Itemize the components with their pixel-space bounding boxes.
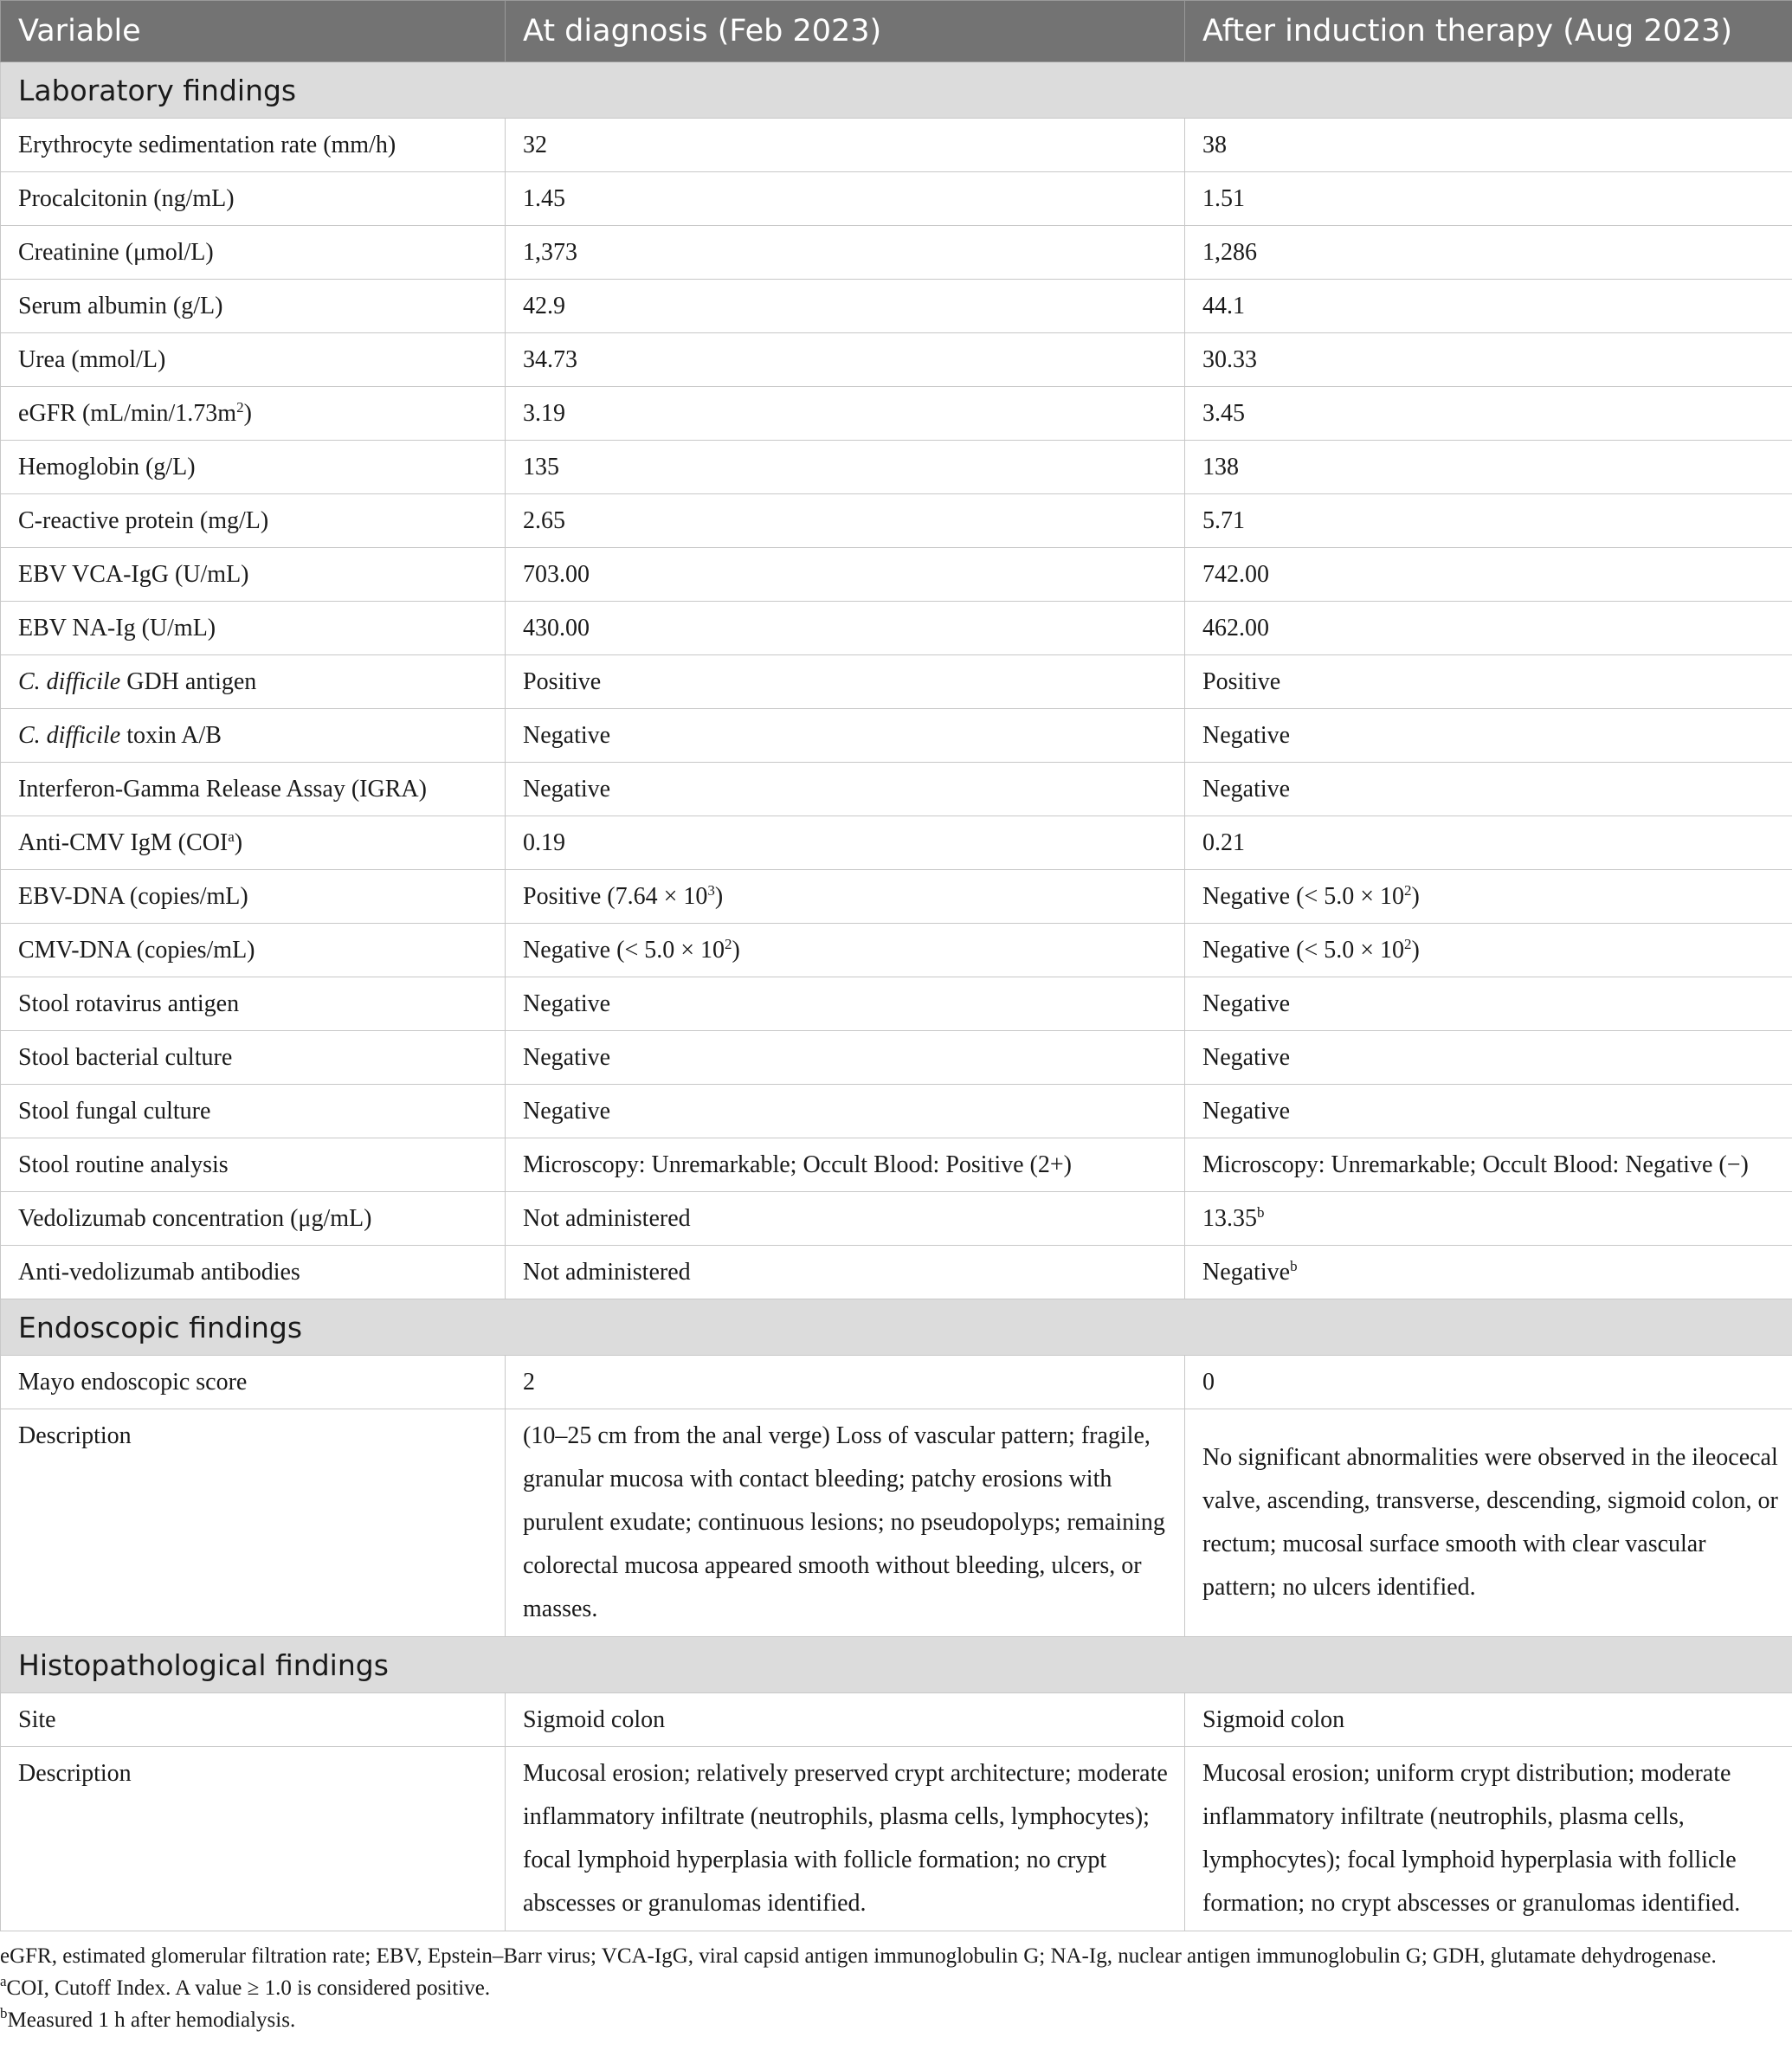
diagnosis-cell: Negative (< $5.0 \times 10^2$): [506, 924, 1185, 977]
header-at-diagnosis: At diagnosis (Feb 2023): [506, 1, 1185, 62]
table-row: [1, 977, 1792, 1031]
table-row: [1, 119, 1792, 172]
diagnosis-cell: 34.73: [506, 333, 1185, 387]
variable-cell: Vedolizumab concentration (μg/mL): [1, 1192, 506, 1246]
after-cell: Negative: [1185, 1085, 1792, 1138]
table-row: [1, 172, 1792, 226]
diagnosis-cell: 135: [506, 441, 1185, 494]
header-variable: Variable: [1, 1, 506, 62]
after-cell: Negative: [1185, 763, 1792, 816]
diagnosis-cell: Negative: [506, 1085, 1185, 1138]
diagnosis-cell: Positive: [506, 655, 1185, 709]
diagnosis-cell: Positive $(7.64 \times 10^3)$: [506, 870, 1185, 924]
after-cell: Mucosal erosion; uniform crypt distribution; moderate inflammatory infiltrate (neutrophils, plasma cells, lymphocytes); focal lymphoid hyperplasia with follicle formation; no crypt abscesses or granulomas identified.: [1185, 1747, 1792, 1931]
table-row: [1, 602, 1792, 655]
table-row: [1, 1031, 1792, 1085]
table-row: [1, 924, 1792, 977]
table-row: [1, 1747, 1792, 1931]
diagnosis-cell: 2.65: [506, 494, 1185, 548]
footnote-b: $^b$Measured 1 h after hemodialysis.: [0, 2005, 296, 2032]
after-cell: 3.45: [1185, 387, 1792, 441]
table-row: [1, 280, 1792, 333]
diagnosis-cell: 1,373: [506, 226, 1185, 280]
diagnosis-cell: Not administered: [506, 1192, 1185, 1246]
table-row: [1, 763, 1792, 816]
variable-cell: Creatinine (μmol/L): [1, 226, 506, 280]
variable-cell: Anti-CMV IgM (COI$^a$): [1, 816, 506, 870]
after-cell: Negative (< $5.0 \times 10^2$): [1185, 870, 1792, 924]
diagnosis-cell: Microscopy: Unremarkable; Occult Blood: Positive (2+): [506, 1138, 1185, 1192]
table-row: [1, 1356, 1792, 1409]
variable-cell: EBV VCA-IgG (U/mL): [1, 548, 506, 602]
section-title-endoscopic: Endoscopic findings: [1, 1299, 1792, 1356]
variable-cell: Procalcitonin (ng/mL): [1, 172, 506, 226]
diagnosis-cell: 1.45: [506, 172, 1185, 226]
variable-cell: Urea (mmol/L): [1, 333, 506, 387]
diagnosis-cell: Negative: [506, 763, 1185, 816]
table-header-row: [1, 1, 1792, 62]
diagnosis-cell: Negative: [506, 709, 1185, 763]
table-row: [1, 226, 1792, 280]
after-cell: Microscopy: Unremarkable; Occult Blood: Negative (−): [1185, 1138, 1792, 1192]
variable-cell: Stool rotavirus antigen: [1, 977, 506, 1031]
variable-cell: Description: [1, 1747, 506, 1931]
section-title-histopathological: Histopathological findings: [1, 1637, 1792, 1693]
variable-cell: C. difficile GDH antigen: [1, 655, 506, 709]
table-row: [1, 655, 1792, 709]
after-cell: 138: [1185, 441, 1792, 494]
after-cell: 44.1: [1185, 280, 1792, 333]
variable-cell: Erythrocyte sedimentation rate (mm/h): [1, 119, 506, 172]
after-cell: Negative$^b$: [1185, 1246, 1792, 1299]
after-cell: 742.00: [1185, 548, 1792, 602]
table-row: [1, 387, 1792, 441]
section-row: [1, 1637, 1792, 1693]
after-cell: 1.51: [1185, 172, 1792, 226]
diagnosis-cell: 42.9: [506, 280, 1185, 333]
after-cell: Positive: [1185, 655, 1792, 709]
after-cell: Negative: [1185, 1031, 1792, 1085]
variable-cell: C. difficile toxin A/B: [1, 709, 506, 763]
diagnosis-cell: 2: [506, 1356, 1185, 1409]
diagnosis-cell: 703.00: [506, 548, 1185, 602]
table-row: [1, 1246, 1792, 1299]
variable-cell: Interferon-Gamma Release Assay (IGRA): [1, 763, 506, 816]
variable-cell: EBV-DNA (copies/mL): [1, 870, 506, 924]
after-cell: 0.21: [1185, 816, 1792, 870]
table-row: [1, 1693, 1792, 1747]
after-cell: Negative: [1185, 977, 1792, 1031]
after-cell: 30.33: [1185, 333, 1792, 387]
variable-cell: eGFR $(mL/\min/1.73m^2)$: [1, 387, 506, 441]
after-cell: Negative (< $5.0 \times 10^2$): [1185, 924, 1792, 977]
section-row: [1, 62, 1792, 119]
variable-cell: Description: [1, 1409, 506, 1637]
table-row: [1, 548, 1792, 602]
diagnosis-cell: (10–25 cm from the anal verge) Loss of vascular pattern; fragile, granular mucosa with contact bleeding; patchy erosions with purulent exudate; continuous lesions; no pseudopolyps; remaining colorectal mucosa appeared smooth without bleeding, ulcers, or masses.: [506, 1409, 1185, 1637]
after-cell: 0: [1185, 1356, 1792, 1409]
variable-cell: Hemoglobin (g/L): [1, 441, 506, 494]
diagnosis-cell: Negative: [506, 1031, 1185, 1085]
table-row: [1, 1409, 1792, 1637]
table-row: [1, 816, 1792, 870]
table-row: [1, 441, 1792, 494]
diagnosis-cell: 3.19: [506, 387, 1185, 441]
diagnosis-cell: Mucosal erosion; relatively preserved crypt architecture; moderate inflammatory infiltrate (neutrophils, plasma cells, lymphocytes); focal lymphoid hyperplasia with follicle formation; no crypt abscesses or granulomas identified.: [506, 1747, 1185, 1931]
header-after-induction: After induction therapy (Aug 2023): [1185, 1, 1792, 62]
after-cell: 462.00: [1185, 602, 1792, 655]
footnote-abbreviations: eGFR, estimated glomerular filtration rate; EBV, Epstein–Barr virus; VCA-IgG, viral capsid antigen immunoglobulin G; NA-Ig, nuclear antigen immunoglobulin G; GDH, glutamate dehydrogenase.: [0, 1944, 1717, 1968]
after-cell: 13.35$^b$: [1185, 1192, 1792, 1246]
variable-cell: CMV-DNA (copies/mL): [1, 924, 506, 977]
table-row: [1, 1192, 1792, 1246]
variable-cell: Serum albumin (g/L): [1, 280, 506, 333]
after-cell: No significant abnormalities were observed in the ileocecal valve, ascending, transverse, descending, sigmoid colon, or rectum; mucosal surface smooth with clear vascular pattern; no ulcers identified.: [1185, 1409, 1792, 1637]
variable-cell: EBV NA-Ig (U/mL): [1, 602, 506, 655]
after-cell: Negative: [1185, 709, 1792, 763]
table-row: [1, 1085, 1792, 1138]
variable-cell: Stool fungal culture: [1, 1085, 506, 1138]
after-cell: 38: [1185, 119, 1792, 172]
variable-cell: Site: [1, 1693, 506, 1747]
section-title-laboratory: Laboratory findings: [1, 62, 1792, 119]
variable-cell: Anti-vedolizumab antibodies: [1, 1246, 506, 1299]
variable-cell: Mayo endoscopic score: [1, 1356, 506, 1409]
after-cell: Sigmoid colon: [1185, 1693, 1792, 1747]
after-cell: 1,286: [1185, 226, 1792, 280]
diagnosis-cell: 430.00: [506, 602, 1185, 655]
table-row: [1, 709, 1792, 763]
variable-cell: Stool routine analysis: [1, 1138, 506, 1192]
variable-cell: C-reactive protein (mg/L): [1, 494, 506, 548]
diagnosis-cell: 0.19: [506, 816, 1185, 870]
variable-cell: Stool bacterial culture: [1, 1031, 506, 1085]
diagnosis-cell: Sigmoid colon: [506, 1693, 1185, 1747]
diagnosis-cell: Not administered: [506, 1246, 1185, 1299]
table-row: [1, 870, 1792, 924]
diagnosis-cell: Negative: [506, 977, 1185, 1031]
table-row: [1, 494, 1792, 548]
diagnosis-cell: 32: [506, 119, 1185, 172]
table-row: [1, 1138, 1792, 1192]
table-row: [1, 333, 1792, 387]
section-row: [1, 1299, 1792, 1356]
after-cell: 5.71: [1185, 494, 1792, 548]
footnote-a: $^a$COI, Cutoff Index. A value ≥ 1.0 is considered positive.: [0, 1973, 491, 2000]
